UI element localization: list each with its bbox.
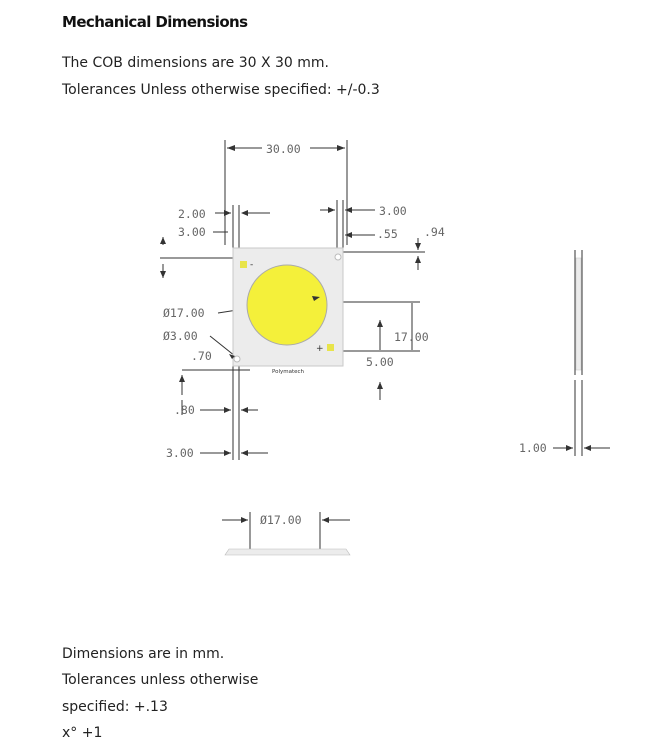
footer-angle-tolerance: x° +1 (62, 725, 103, 741)
dim-small-offset: .70 (191, 349, 212, 363)
footer-units: Dimensions are in mm. (62, 646, 225, 662)
dim-vertical-17: 17.00 (394, 330, 429, 344)
dim-bottom-left: 3.00 (166, 446, 194, 460)
positive-pad (327, 344, 334, 351)
dim-bottom-offset: .80 (174, 403, 195, 417)
footer-tolerance-1: Tolerances unless otherwise (62, 672, 259, 688)
intro-line-tolerance: Tolerances Unless otherwise specified: +/-0.3 (62, 82, 380, 98)
dim-right-offset-3: .94 (424, 225, 445, 239)
side-view-board (576, 258, 581, 370)
minus-mark: - (250, 260, 254, 270)
dim-right-offset-top: 3.00 (379, 204, 407, 218)
dim-led-diameter: Ø17.00 (163, 306, 205, 320)
dim-left-offset-2: 3.00 (178, 225, 206, 239)
intro-line-dimensions: The COB dimensions are 30 X 30 mm. (62, 55, 329, 71)
dim-pad-offset: 5.00 (366, 355, 394, 369)
dim-bottom-diameter: Ø17.00 (260, 513, 302, 527)
dim-right-offset-2: .55 (377, 227, 398, 241)
footer-tolerance-2: specified: +.13 (62, 699, 168, 715)
dim-hole-diameter: Ø3.00 (163, 329, 198, 343)
plus-mark: + (316, 344, 324, 354)
brand-label: Polymatech (272, 369, 305, 375)
bottom-view-board (225, 549, 350, 555)
mounting-hole-top (335, 254, 341, 260)
dim-overall-width: 30.00 (266, 142, 301, 156)
section-heading: Mechanical Dimensions (62, 13, 248, 31)
mounting-hole-bottom (234, 356, 240, 362)
dim-thickness: 1.00 (519, 441, 547, 455)
negative-pad (240, 261, 247, 268)
led-emitting-area (247, 265, 327, 345)
dim-left-offset-top: 2.00 (178, 207, 206, 221)
